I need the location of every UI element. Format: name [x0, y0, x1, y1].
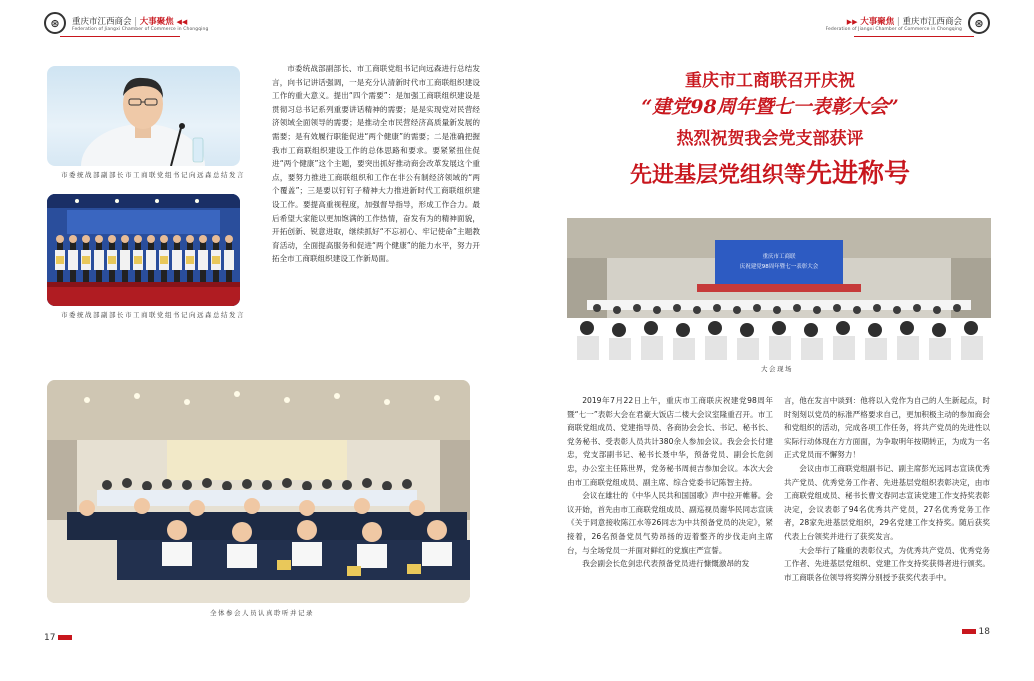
- venue-photo-illustration: [567, 218, 991, 360]
- speaker-photo-caption: 市委统战部副部长市工商联党组书记向远森总结发言: [61, 171, 245, 179]
- article-title-line2: “建党98周年暨七一表彰大会”: [641, 96, 899, 118]
- left-article-text: [272, 62, 480, 266]
- left-header-org: 重庆市江西商会: [72, 16, 132, 27]
- left-header-section: 大事聚焦: [139, 16, 174, 27]
- right-header-rule: [854, 36, 974, 37]
- right-header: [826, 12, 990, 34]
- award-stage-caption: 市委统战部副部长市工商联党组书记向远森总结发言: [61, 311, 245, 319]
- right-header-subtitle: Federation of Jiangxi Chamber of Commerce in Chongqing: [825, 26, 962, 32]
- audience-photo-caption: 全体参会人员认真聆听并记录: [210, 609, 314, 617]
- right-header-section: 大事聚焦: [860, 16, 895, 27]
- right-col2-paragraph3: 大会举行了隆重的表彰仪式，为优秀共产党员、优秀党务工作者、先进基层党组织、党建工作支持奖获得者进行颁奖。市工商联各位领导将奖牌分别授予获奖代表手中。: [784, 545, 990, 582]
- audience-photo: [47, 380, 470, 603]
- left-page-number-value: 17: [44, 633, 56, 643]
- stage-banner-line2: 庆祝建党98周年暨七一表彰大会: [739, 264, 819, 270]
- left-article-paragraph: 市委统战部副部长、市工商联党组书记向远森进行总结发言，向书记讲话强调，一是充分认清新时代市工商联组织建设工作的重大意义。提出“四个需要”：是加强工商联组织建设是贯彻习总书记系列重要讲话精神的需要；是是实现党对民营经济领域全面领导的需要；是推动全市民营经济高质量新发展的需要；是有效履行职能促进“两个健康”的需要；二是准确把握我市工商联组织建设工作的总体思路和要求。要紧紧扭住促进“两个健康”这个主题，要突出抓好推动商会改革发展这个重点，要努力推进工商联组织和工作在非公有制经济领域的“两个覆盖”；三是要以钉钉子精神大力推进新时代工商联组织建设工作。要提高重视程度，加强督导指导，形成工作合力。最后希望大家能以更加饱满的工作热情，奋发有为的精神面貌，开拓创新、锐意进取，继续抓好“不忘初心、牢记使命”主题教育活动，全面提高服务和促进“两个健康”的能力水平，努力开拓全市工商联组织建设工作新局面。: [272, 64, 480, 264]
- right-col1-paragraph2: 会议在雄壮的《中华人民共和国国歌》声中拉开帷幕。会议开始，首先由市工商联党组成员、副巡视员谢华民同志宣读《关于同意接收陈江水等26同志为中共预备党员的决定》，紧接着，26名预备党员气势昂扬的迈着整齐的步伐走向主席台，与全场党员一并面对鲜红的党旗庄严宣誓。: [567, 491, 773, 555]
- article-title-line1: 重庆市工商联召开庆祝: [685, 71, 855, 91]
- article-title-line3: 热烈祝贺我会党支部获评: [676, 129, 864, 149]
- speaker-photo: [47, 66, 240, 166]
- left-header-rule: [60, 36, 180, 37]
- right-header-title: ▶▶ 大事聚焦 | 重庆市江西商会: [846, 16, 962, 27]
- venue-photo-caption: 大会现场: [761, 365, 793, 373]
- stage-banner-line1: 重庆市工商联: [762, 254, 796, 260]
- right-header-org: 重庆市江西商会: [902, 16, 962, 27]
- right-col1-paragraph1: 2019年7月22日上午，重庆市工商联庆祝建党98周年暨“七一”表彰大会在君豪大饭店二楼大会议室隆重召开。市工商联党组成员、党建指导员、各商协会会长、书记、秘书长、党务秘书、受表彰人员共计380余人参加会议。我会会长付建忠，党支部副书记、秘书长聂中华，预备党员、副会长危剑忠，办公室主任陈世界，党务秘书周昶吉参加会议。本次大会由市工商联党组成员、副主席、综合党委书记陈智主持。: [567, 396, 773, 487]
- page-tag-icon: [962, 629, 976, 634]
- venue-photo: [567, 218, 991, 360]
- award-stage-illustration: [47, 194, 240, 306]
- article-title-line4-b: 先进称号: [806, 159, 911, 189]
- right-article-column2: [784, 394, 990, 584]
- chamber-logo-icon: ⊛: [968, 12, 990, 34]
- right-page-number-value: 18: [978, 627, 990, 637]
- arrow-icon: ▶▶: [846, 17, 858, 26]
- right-col2-paragraph1: 言，他在发言中谈到：他将以入党作为自己的人生新起点，时时刻刻以党员的标准严格要求自己，更加积极主动的参加商会和党组织的活动，完成各项工作任务，将共产党员的先进性以实际行动体现在方方面面，为争取明年按期转正，为成为一名正式党员而不懈努力！: [784, 396, 990, 460]
- arrow-icon: ◀◀: [176, 17, 188, 26]
- speaker-photo-illustration: [47, 66, 240, 166]
- article-title-line4: [560, 153, 980, 190]
- right-col1-paragraph3: 我会副会长危剑忠代表预备党员进行慷慨激昂的发: [582, 559, 750, 569]
- left-header-subtitle: Federation of Jiangxi Chamber of Commerce in Chongqing: [72, 26, 209, 32]
- right-article-column1: [567, 394, 773, 571]
- left-header: [44, 12, 208, 34]
- left-header-title: 重庆市江西商会 | 大事聚焦 ◀◀: [72, 16, 188, 27]
- award-stage-photo: [47, 194, 240, 306]
- chamber-logo-icon: ⊛: [44, 12, 66, 34]
- audience-photo-illustration: [47, 380, 470, 603]
- left-page-number: [44, 633, 72, 643]
- page-tag-icon: [58, 635, 72, 640]
- right-page-number: [962, 627, 990, 637]
- right-col2-paragraph2: 会议由市工商联党组副书记、副主席彭光远同志宣读优秀共产党员、优秀党务工作者、先进基层党组织表彰决定，由市工商联党组成员、秘书长曹文春同志宣读党建工作支持奖表彰决定，会议表彰了94名优秀共产党员，27名优秀党务工作者，28家先进基层党组织，29名党建工作支持奖。随后获奖代表上台领奖并进行了获奖发言。: [784, 463, 990, 541]
- article-title-line4-a: 先进基层党组织等: [629, 162, 806, 188]
